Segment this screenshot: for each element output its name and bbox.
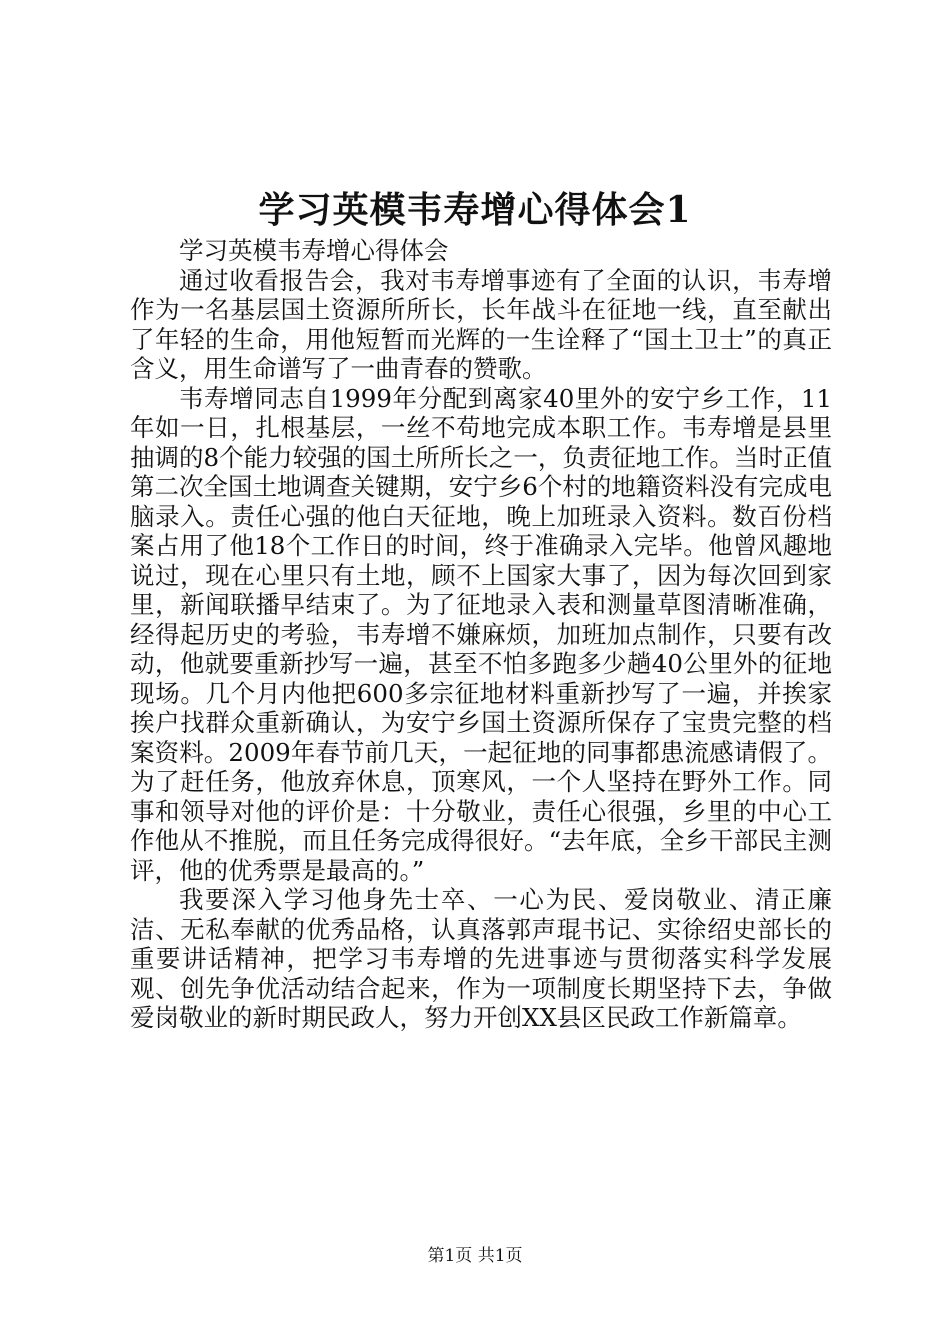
document-title: 学习英模韦寿增心得体会1 — [258, 189, 692, 231]
body-paragraph: 学习英模韦寿增心得体会 — [179, 236, 449, 265]
body-paragraph: 韦寿增同志自1999年分配到离家40里外的安宁乡工作，11年如一日，扎根基层，一丝不苟地完成本职工作。韦寿增是县里抽调的8个能力较强的国土所所长之一，负责征地工作。当时正值第二次全国土地调查关键期，安宁乡6个村的地籍资料没有完成电脑录入。责任心强的他白天征地，晚上加班录入资料。数百份档案占用了他18个工作日的时间，终于准确录入完毕。他曾风趣地说过，现在心里只有土地，顾不上国家大事了，因为每次回到家里，新闻联播早结束了。为了征地录入表和测量草图清晰准确，经得起历史的考验，韦寿增不嫌麻烦，加班加点制作，只要有改动，他就要重新抄写一遍，甚至不怕多跑多少趟40公里外的征地现场。几个月内他把600多宗征地材料重新抄写了一遍，并挨家挨户找群众重新确认，为安宁乡国土资源所保存了宝贵完整的档案资料。2009年春节前几天，一起征地的同事都患流感请假了。为了赶任务，他放弃休息，顶寒风，一个人坚持在野外工作。同事和领导对他的评价是：十分敬业，责任心很强，乡里的中心工作他从不推脱，而且任务完成得很好。“去年底，全乡干部民主测评，他的优秀票是最高的。” — [130, 383, 832, 885]
body-paragraph: 通过收看报告会，我对韦寿增事迹有了全面的认识，韦寿增作为一名基层国土资源所所长，长年战斗在征地一线，直至献出了年轻的生命，用他短暂而光辉的一生诠释了“国土卫士”的真正含义，用生命谱写了一曲青春的赞歌。 — [130, 265, 832, 383]
document-body — [130, 236, 832, 1033]
page-number-footer: 第1页 共1页 — [427, 1246, 523, 1266]
body-paragraph: 我要深入学习他身先士卒、一心为民、爱岗敬业、清正廉洁、无私奉献的优秀品格，认真落郭声琨书记、实徐绍史部长的重要讲话精神，把学习韦寿增的先进事迹与贯彻落实科学发展观、创先争优活动结合起来，作为一项制度长期坚持下去，争做爱岗敬业的新时期民政人，努力开创XX县区民政工作新篇章。 — [130, 885, 832, 1032]
